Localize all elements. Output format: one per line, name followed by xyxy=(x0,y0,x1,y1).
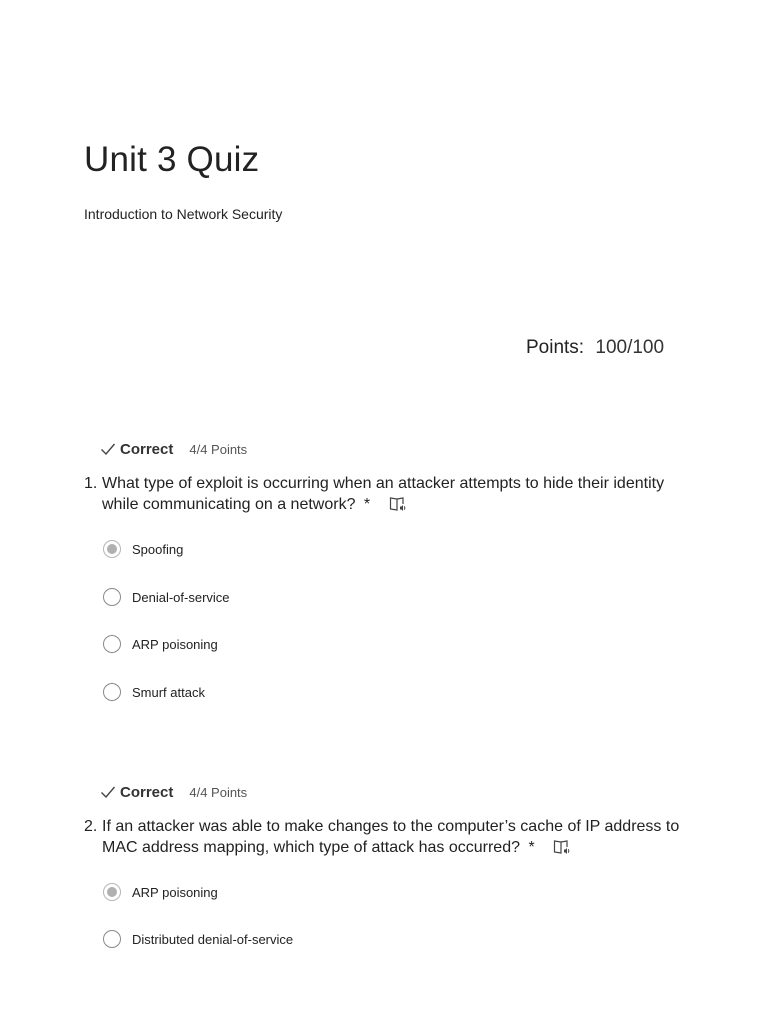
question-2-status xyxy=(100,782,247,802)
quiz-title: Unit 3 Quiz xyxy=(84,140,260,179)
points-summary xyxy=(526,337,664,359)
answer-option[interactable] xyxy=(103,928,293,950)
score-label: 4/4 Points xyxy=(189,441,248,457)
option-label: ARP poisoning xyxy=(132,636,218,652)
quiz-subtitle: Introduction to Network Security xyxy=(84,206,283,222)
immersive-reader-icon[interactable] xyxy=(553,839,571,855)
score-label: 4/4 Points xyxy=(189,784,248,800)
radio-unselected[interactable] xyxy=(103,635,121,653)
option-label: Spoofing xyxy=(132,541,184,557)
option-label: Denial-of-service xyxy=(132,589,230,605)
answer-option[interactable] xyxy=(103,538,183,560)
option-label: Smurf attack xyxy=(132,684,205,700)
points-value: 100/100 xyxy=(595,337,665,358)
answer-option[interactable] xyxy=(103,586,230,608)
checkmark-icon xyxy=(100,442,116,456)
question-number: 2. xyxy=(84,818,98,835)
required-mark: * xyxy=(528,839,535,856)
question-2-text xyxy=(84,816,684,858)
radio-unselected[interactable] xyxy=(103,683,121,701)
required-mark: * xyxy=(363,496,371,513)
option-label: ARP poisoning xyxy=(132,884,218,900)
question-1-status xyxy=(100,439,247,459)
answer-option[interactable] xyxy=(103,881,218,903)
question-number: 1. xyxy=(84,475,98,492)
status-label: Correct xyxy=(120,440,174,458)
answer-option[interactable] xyxy=(103,633,218,655)
radio-selected[interactable] xyxy=(103,540,121,558)
answer-option[interactable] xyxy=(103,681,205,703)
radio-selected[interactable] xyxy=(103,883,121,901)
checkmark-icon xyxy=(100,785,116,799)
radio-unselected[interactable] xyxy=(103,588,121,606)
radio-unselected[interactable] xyxy=(103,930,121,948)
question-prompt: If an attacker was able to make changes to the computer’s cache of IP address to MAC address mapping, which type of attack has occurred? xyxy=(102,818,680,856)
question-1-text xyxy=(84,473,684,515)
question-prompt: What type of exploit is occurring when an attacker attempts to hide their identity while communicating on a network? xyxy=(102,475,665,513)
status-label: Correct xyxy=(120,783,174,801)
option-label: Distributed denial-of-service xyxy=(132,931,294,947)
immersive-reader-icon[interactable] xyxy=(389,496,407,512)
points-label: Points: xyxy=(526,337,585,358)
